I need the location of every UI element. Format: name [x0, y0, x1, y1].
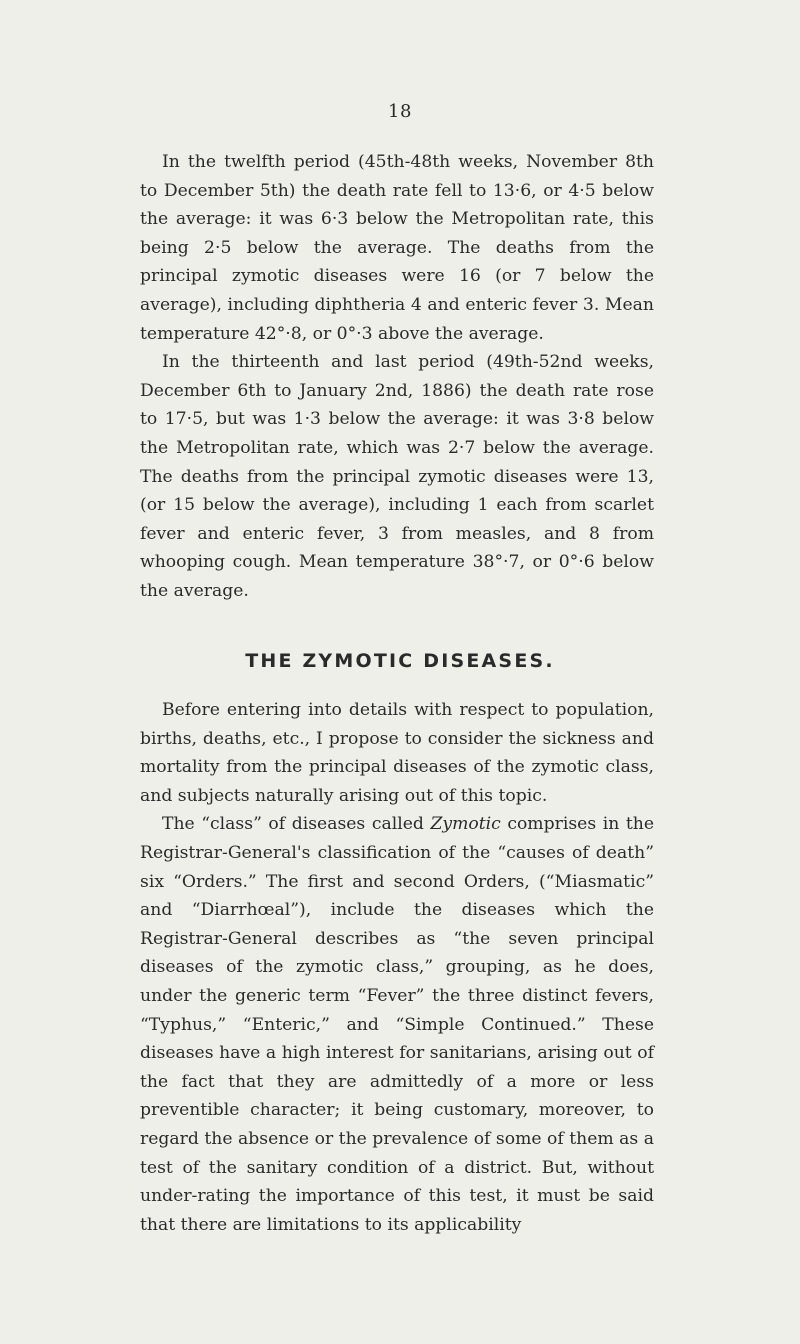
paragraph-zymotic-class — [140, 810, 654, 1239]
zymotic-class-text-rest: comprises in the Registrar-General's classification of the “causes of death” six “Orders.” The first and second Orders, (“Miasmatic” and “Diarrhœal”), include the diseases which the Registrar-General describes as “the seven principal diseases of the zymotic class,” grouping, as he does, under the generic term “Fever” the three distinct fevers, “Typhus,” “Enteric,” and “Simple Continued.” These diseases have a high interest for sanitarians, arising out of the fact that they are admittedly of a more or less preventible character; it being customary, moreover, to regard the absence or the prevalence of some of them as a test of the sanitary condition of a district. But, without under-rating the importance of this test, it must be said that there are limitations to its applicability — [140, 814, 654, 1235]
zymotic-term: Zymotic — [430, 814, 501, 835]
paragraph-twelfth-period: In the twelfth period (45th-48th weeks, November 8th to December 5th) the death rate fell to 13·6, or 4·5 below the average: it was 6·3 below the Metropolitan rate, this being 2·5 below the average. The deaths from the principal zymotic diseases were 16 (or 7 below the average), including diphtheria 4 and enteric fever 3. Mean temperature 42°·8, or 0°·3 above the average. — [140, 152, 654, 344]
zymotic-section-body — [140, 696, 654, 1239]
zymotic-class-text-start: The “class” of diseases called — [162, 814, 431, 835]
page-number: 18 — [388, 101, 412, 122]
paragraph-thirteenth-period: In the thirteenth and last period (49th-52nd weeks, December 6th to January 2nd, 1886) the death rate rose to 17·5, but was 1·3 below the average: it was 3·8 below the Metropolitan rate, which was 2·7 below the average. The deaths from the principal zymotic diseases were 13, (or 15 below the average), including 1 each from scarlet fever and enteric fever, 3 from measles, and 8 from whooping cough. Mean temperature 38°·7, or 0°·6 below the average. — [140, 352, 654, 601]
section-heading: THE ZYMOTIC DISEASES. — [245, 650, 555, 672]
period-reports — [140, 148, 654, 606]
paragraph-introduction: Before entering into details with respect to population, births, deaths, etc., I propose to consider the sickness and mortality from the principal diseases of the zymotic class, and subjects naturally arising out of this topic. — [140, 700, 654, 806]
